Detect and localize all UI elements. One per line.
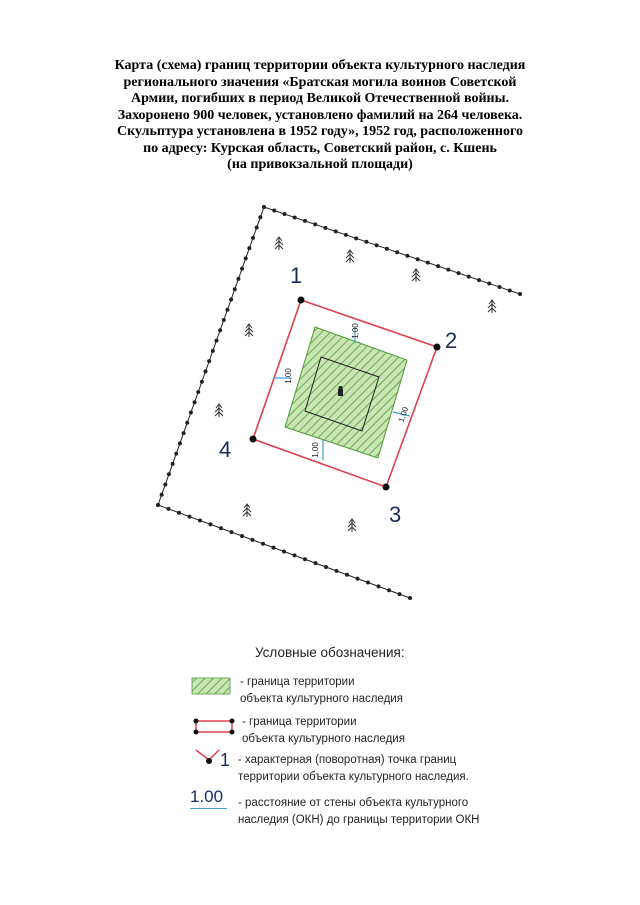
legend-point-swatch	[196, 750, 230, 770]
distance-label: 1,00	[396, 405, 411, 424]
title-line: Скульптура установлена в 1952 году», 1952 год, расположенного	[117, 124, 523, 139]
legend-distance-sample: 1.00	[190, 787, 224, 806]
distance-label: 1,00	[284, 368, 293, 384]
point-label-1: 1	[290, 263, 303, 288]
point-label-2: 2	[445, 328, 458, 353]
legend-boundary-swatch	[194, 719, 235, 735]
title-line: Захоронено 900 человек, установлено фамилий на 264 человека.	[117, 107, 523, 123]
title-line: регионального значения «Братская могила воинов Советской	[123, 74, 517, 90]
legend-hatch-text: - граница территории объекта культурного наследия	[240, 676, 403, 705]
legend-title: Условные обозначения:	[255, 645, 405, 660]
legend-distance-underline	[190, 808, 227, 809]
legend-hatch-swatch	[192, 678, 230, 694]
legend-point-sample: 1	[220, 750, 231, 770]
distance-label: 1,00	[351, 323, 360, 339]
title-line: Армии, погибших в период Великой Отечественной войны.	[130, 91, 510, 106]
title-line: Карта (схема) границ территории объекта культурного наследия	[114, 58, 526, 73]
legend-point-text: - характерная (поворотная) точка границ территории объекта культурного наследия.	[238, 754, 469, 783]
legend-distance-text: - расстояние от стены объекта культурного наследия (ОКН) до границы территории ОКН	[238, 797, 480, 826]
title-line: (на привокзальной площади)	[227, 157, 413, 172]
point-label-3: 3	[389, 502, 402, 527]
legend-boundary-text: - граница территории объекта культурного наследия	[242, 716, 405, 745]
title-line: по адресу: Курская область, Советский район, с. Кшень	[143, 140, 497, 156]
point-label-4: 4	[219, 437, 232, 462]
distance-label: 1,00	[311, 442, 320, 458]
